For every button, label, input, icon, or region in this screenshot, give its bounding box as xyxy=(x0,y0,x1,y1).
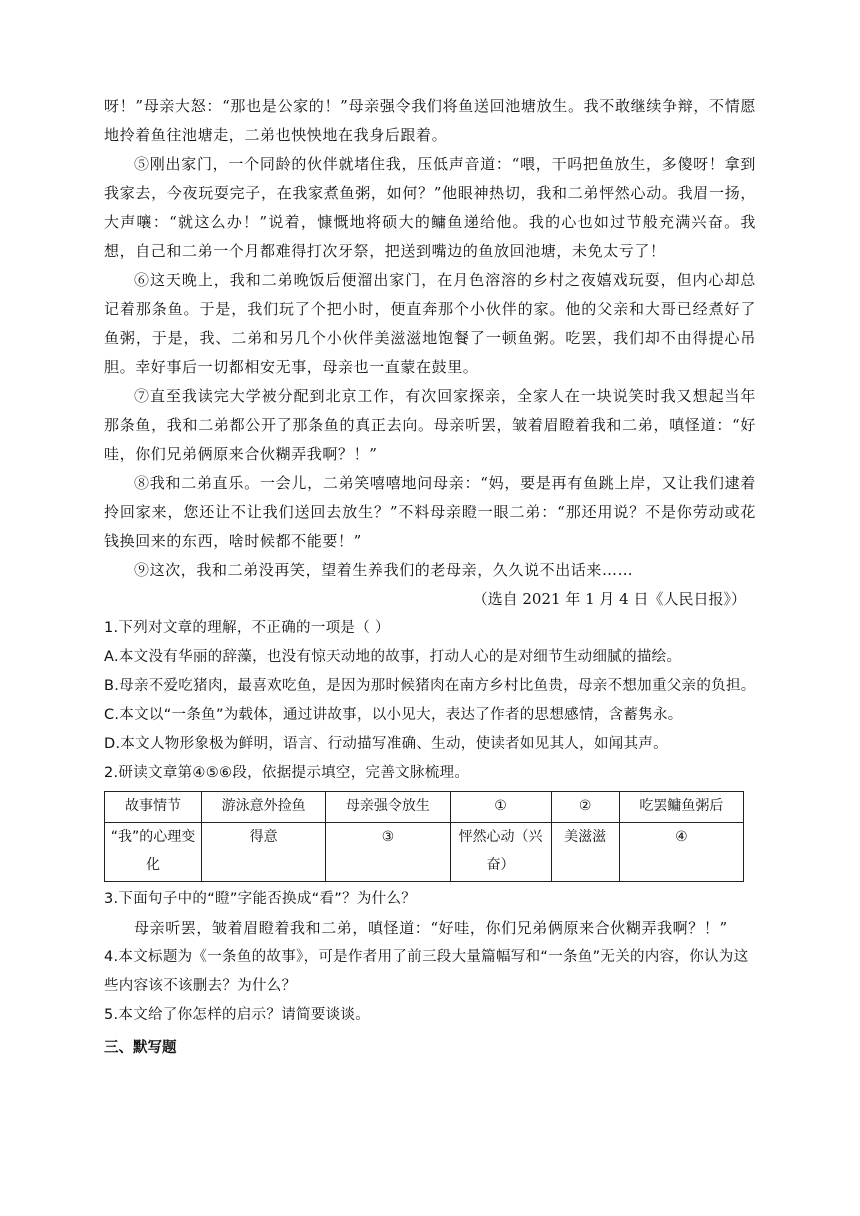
article-paragraph: ⑦直至我读完大学被分配到北京工作，有次回家探亲，全家人在一块说笑时我又想起当年那条鱼，我和二弟都公开了那条鱼的真正去向。母亲听罢，皱着眉瞪着我和二弟，嗔怪道：“好哇，你们兄弟俩原来合伙糊弄我啊？！” xyxy=(104,387,756,463)
table-cell: 怦然心动（兴奋） xyxy=(450,823,551,882)
table-cell: ④ xyxy=(619,823,743,882)
question-5: 5.本文给了你怎样的启示？请简要谈谈。 xyxy=(104,1007,371,1023)
table-cell: 美滋滋 xyxy=(551,823,619,882)
section-heading: 三、默写题 xyxy=(104,1040,177,1056)
table-cell: ③ xyxy=(326,823,450,882)
question-1-option-c: C.本文以“一条鱼”为载体，通过讲故事，以小见大，表达了作者的思想感情，含蓄隽永。 xyxy=(104,707,683,723)
table-cell: 吃罢鳙鱼粥后 xyxy=(619,792,743,823)
question-1-option-b: B.母亲不爱吃猪肉，最喜欢吃鱼，是因为那时候猪肉在南方乡村比鱼贵，母亲不想加重父亲的负担。 xyxy=(104,678,756,694)
article-paragraph: ⑨这次，我和二弟没再笑，望着生养我们的老母亲，久久说不出话来…… xyxy=(134,561,634,579)
table-row xyxy=(105,792,744,823)
table-cell: 游泳意外捡鱼 xyxy=(202,792,326,823)
article-paragraph: 呀！”母亲大怒：“那也是公家的！”母亲强令我们将鱼送回池塘放生。我不敢继续争辩，不情愿地拎着鱼往池塘走，二弟也怏怏地在我身后跟着。 xyxy=(104,97,756,144)
document-page xyxy=(104,92,756,1063)
question-3-quote: 母亲听罢，皱着眉瞪着我和二弟，嗔怪道：“好哇，你们兄弟俩原来合伙糊弄我啊？！” xyxy=(134,919,728,937)
table-cell: “我”的心理变化 xyxy=(105,823,202,882)
table-cell: 得意 xyxy=(202,823,326,882)
plot-emotion-table xyxy=(104,791,744,882)
table-cell: 母亲强令放生 xyxy=(326,792,450,823)
table-cell: 故事情节 xyxy=(105,792,202,823)
table-row xyxy=(105,823,744,882)
question-1-option-d: D.本文人物形象极为鲜明，语言、行动描写准确、生动，使读者如见其人，如闻其声。 xyxy=(104,736,668,752)
article-paragraph: ⑤刚出家门，一个同龄的伙伴就堵住我，压低声音道：“喂，干吗把鱼放生，多傻呀！拿到我家去，今夜玩耍完子，在我家煮鱼粥，如何？”他眼神热切，我和二弟怦然心动。我眉一扬，大声嚷：“就这么办！”说着，慷慨地将硕大的鳙鱼递给他。我的心也如过节般充满兴奋。我想，自己和二弟一个月都难得打次牙祭，把送到嘴边的鱼放回池塘，未免太亏了！ xyxy=(104,155,756,260)
article-paragraph: ⑧我和二弟直乐。一会儿，二弟笑嘻嘻地问母亲：“妈，要是再有鱼跳上岸，又让我们逮着拎回家来，您还让不让我们送回去放生？”不料母亲瞪一眼二弟：“那还用说？不是你劳动或花钱换回来的东西，啥时候都不能要！” xyxy=(104,474,756,550)
table-cell: ① xyxy=(450,792,551,823)
question-1-option-a: A.本文没有华丽的辞藻，也没有惊天动地的故事，打动人心的是对细节生动细腻的描绘。 xyxy=(104,649,682,665)
question-1: 1.下列对文章的理解，不正确的一项是（ ） xyxy=(104,620,390,636)
question-4: 4.本文标题为《一条鱼的故事》，可是作者用了前三段大量篇幅写和“一条鱼”无关的内容，你认为这些内容该不该删去？为什么？ xyxy=(104,949,749,994)
question-3: 3.下面句子中的“瞪”字能否换成“看”？为什么？ xyxy=(104,891,417,907)
article-paragraph: ⑥这天晚上，我和二弟晚饭后便溜出家门，在月色溶溶的乡村之夜嬉戏玩耍，但内心却总记着那条鱼。于是，我们玩了个把小时，便直奔那个小伙伴的家。他的父亲和大哥已经煮好了鱼粥，于是，我、二弟和另几个小伙伴美滋滋地饱餐了一顿鱼粥。吃罢，我们却不由得提心吊胆。幸好事后一切都相安无事，母亲也一直蒙在鼓里。 xyxy=(104,271,756,376)
question-2: 2.研读文章第④⑤⑥段，依据提示填空，完善文脉梳理。 xyxy=(104,765,470,781)
table-cell: ② xyxy=(551,792,619,823)
article-source: （选自 2021 年 1 月 4 日《人民日报》） xyxy=(472,590,746,608)
